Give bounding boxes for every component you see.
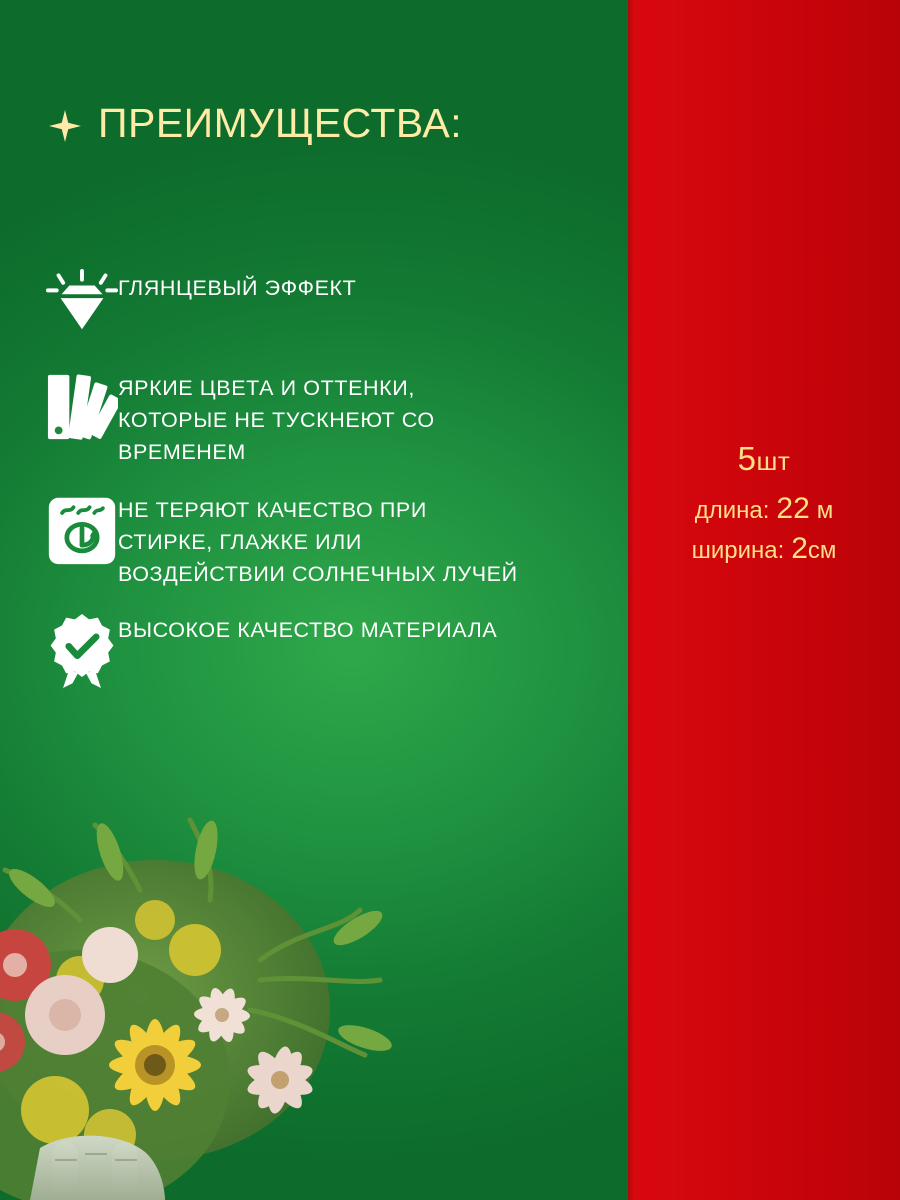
list-item xyxy=(46,490,586,590)
benefits-list xyxy=(46,268,586,692)
width-unit: см xyxy=(807,537,837,564)
length-label: длина: xyxy=(694,497,770,524)
page-title-text: ПРЕИМУЩЕСТВА: xyxy=(98,100,463,146)
list-item xyxy=(46,368,586,468)
length-value: 22 xyxy=(776,492,810,525)
panel-divider xyxy=(628,0,634,1200)
bouquet-photo xyxy=(0,780,430,1200)
list-item-label: ГЛЯНЦЕВЫЙ ЭФФЕКТ xyxy=(118,276,357,300)
quantity-unit: шт xyxy=(756,446,791,476)
color-swatches-icon xyxy=(46,368,118,446)
list-item xyxy=(46,268,586,340)
diamond-icon xyxy=(46,268,118,340)
list-item-label: НЕ ТЕРЯЮТ КАЧЕСТВО ПРИ СТИРКЕ, ГЛАЖКЕ ИЛИ ВОЗДЕЙСТВИИ СОЛНЕЧНЫХ ЛУЧЕЙ xyxy=(118,498,518,586)
sparkle-icon xyxy=(48,109,82,143)
quantity-value: 5 xyxy=(737,440,757,477)
list-item-label: ЯРКИЕ ЦВЕТА И ОТТЕНКИ, КОТОРЫЕ НЕ ТУСКНЕЮТ СО ВРЕМЕНЕМ xyxy=(118,376,435,464)
width-label: ширина: xyxy=(691,537,785,564)
list-item xyxy=(46,610,586,692)
quality-badge-icon xyxy=(46,610,118,692)
laundry-care-icon xyxy=(46,490,118,570)
width-row xyxy=(628,532,900,566)
specs-block xyxy=(628,440,900,572)
length-row xyxy=(628,492,900,526)
width-value: 2 xyxy=(791,532,808,565)
specs-panel xyxy=(628,0,900,1200)
list-item-label: ВЫСОКОЕ КАЧЕСТВО МАТЕРИАЛА xyxy=(118,618,498,642)
quantity-row xyxy=(628,440,900,478)
length-unit: м xyxy=(816,497,834,524)
page-title xyxy=(48,100,462,147)
